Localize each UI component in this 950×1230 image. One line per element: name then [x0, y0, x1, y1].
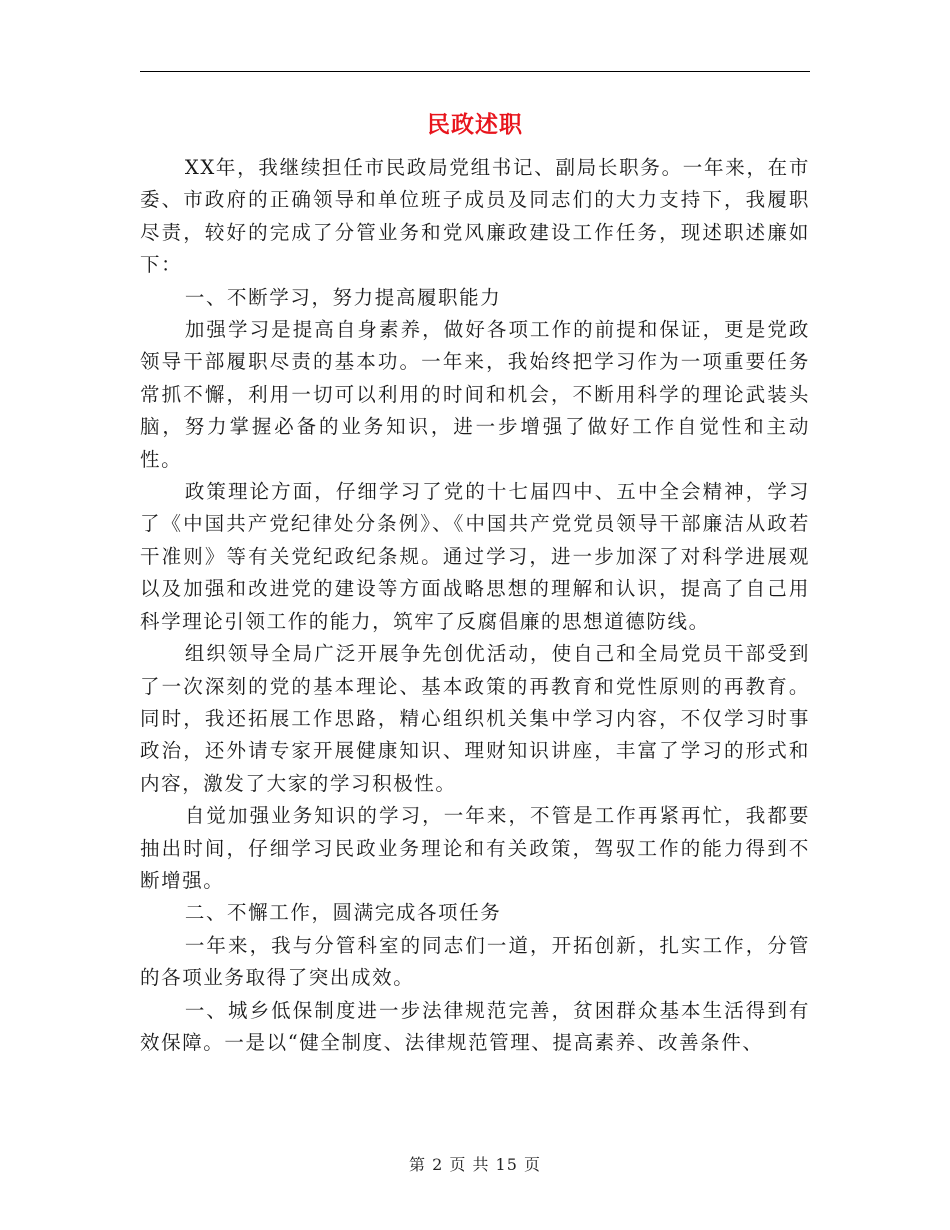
paragraph: 一、城乡低保制度进一步法律规范完善，贫困群众基本生活得到有效保障。一是以“健全制度、法律规范管理、提高素养、改善条件、 — [140, 998, 810, 1054]
document-body — [140, 152, 810, 1059]
page-number: 第 2 页 共 15 页 — [409, 1155, 541, 1174]
paragraph: 一年来，我与分管科室的同志们一道，开拓创新，扎实工作，分管的各项业务取得了突出成效。 — [140, 933, 810, 990]
paragraph-intro: XX年，我继续担任市民政局党组书记、副局长职务。一年来，在市委、市政府的正确领导和单位班子成员及同志们的大力支持下，我履职尽责，较好的完成了分管业务和党风廉政建设工作任务，现述职述廉如下： — [140, 156, 810, 277]
section-heading-2: 二、不懈工作，圆满完成各项任务 — [184, 901, 502, 925]
header-rule — [140, 71, 810, 72]
paragraph: 组织领导全局广泛开展争先创优活动，使自己和全局党员干部受到了一次深刻的党的基本理论、基本政策的再教育和党性原则的再教育。同时，我还拓展工作思路，精心组织机关集中学习内容，不仅学习时事政治，还外请专家开展健康知识、理财知识讲座，丰富了学习的形式和内容，激发了大家的学习积极性。 — [140, 642, 810, 795]
paragraph: 自觉加强业务知识的学习，一年来，不管是工作再紧再忙，我都要抽出时间，仔细学习民政业务理论和有关政策，驾驭工作的能力得到不断增强。 — [140, 804, 810, 892]
paragraph: 加强学习是提高自身素养，做好各项工作的前提和保证，更是党政领导干部履职尽责的基本功。一年来，我始终把学习作为一项重要任务常抓不懈，利用一切可以利用的时间和机会，不断用科学的理论武装头脑，努力掌握必备的业务知识，进一步增强了做好工作自觉性和主动性。 — [140, 318, 810, 471]
paragraph: 政策理论方面，仔细学习了党的十七届四中、五中全会精神，学习了《中国共产党纪律处分条例》、《中国共产党党员领导干部廉洁从政若干准则》等有关党纪政纪条规。通过学习，进一步加深了对科学进展观以及加强和改进党的建设等方面战略思想的理解和认识，提高了自己用科学理论引领工作的能力，筑牢了反腐倡廉的思想道德防线。 — [140, 480, 810, 633]
section-heading-1: 一、不断学习，努力提高履职能力 — [184, 285, 502, 309]
document-title: 民政述职 — [427, 111, 523, 138]
